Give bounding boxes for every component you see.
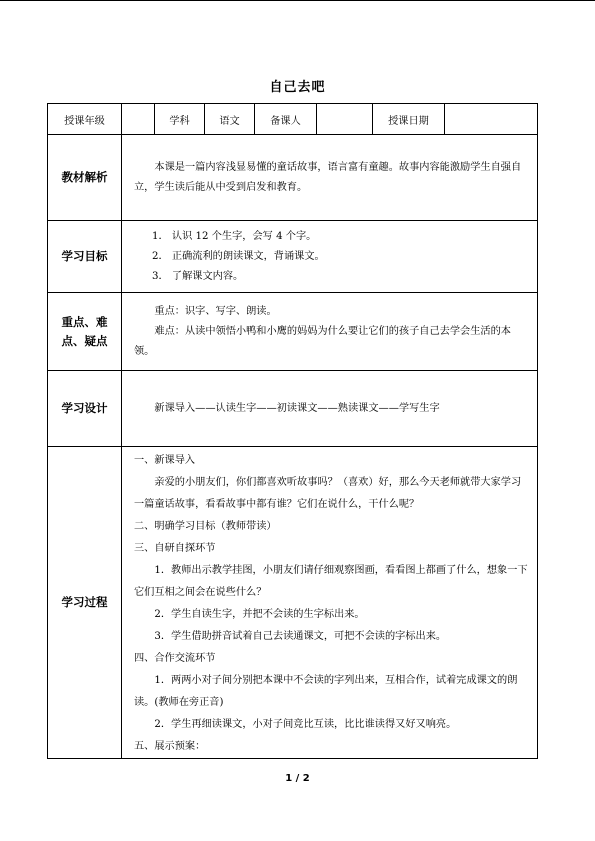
analysis-label: 教材解析 bbox=[48, 135, 122, 221]
date-value bbox=[445, 104, 538, 135]
key-points-label-line2: 点、疑点 bbox=[61, 333, 108, 348]
difficulty-text: 难点：从读中领悟小鸭和小鹰的妈妈为什么要让它们的孩子自己去学会生活的本领。 bbox=[134, 325, 511, 357]
process-line: 三、自研自探环节 bbox=[134, 543, 216, 554]
process-line: 1．教师出示教学挂图，小朋友们请仔细观察图画，看看图上都画了什么，想象一下它们互相之间会在说些什么？ bbox=[134, 565, 528, 598]
preparer-value bbox=[317, 104, 373, 135]
goal-item-1: 1． 认识 12 个生字，会写 4 个字。 bbox=[152, 230, 317, 242]
goals-label: 学习目标 bbox=[48, 221, 122, 293]
process-line: 2．学生自读生字，并把不会读的生字标出来。 bbox=[154, 609, 365, 620]
analysis-text: 本课是一篇内容浅显易懂的童话故事，语言富有童趣。故事内容能激励学生自强自立，学生读后能从中受到启发和教育。 bbox=[134, 161, 522, 193]
process-label: 学习过程 bbox=[48, 447, 122, 759]
date-label: 授课日期 bbox=[373, 104, 445, 135]
process-row bbox=[48, 447, 538, 759]
design-text: 新课导入——认读生字——初读课文——熟读课文——学写生字 bbox=[154, 402, 440, 414]
page-number: 1 / 2 bbox=[285, 773, 310, 784]
preparer-label: 备课人 bbox=[255, 104, 317, 135]
process-line: 四、合作交流环节 bbox=[134, 653, 216, 664]
design-row bbox=[48, 371, 538, 447]
lesson-plan-table bbox=[47, 103, 538, 759]
key-points-label bbox=[48, 293, 122, 371]
goal-item-2: 2． 正确流利的朗读课文，背诵课文。 bbox=[152, 250, 325, 262]
key-points-label-line1: 重点、难 bbox=[61, 314, 108, 329]
header-rule bbox=[0, 0, 595, 1]
header-row bbox=[48, 104, 538, 135]
process-line: 3．学生借助拼音试着自己去读通课文，可把不会读的字标出来。 bbox=[154, 631, 447, 642]
design-label: 学习设计 bbox=[48, 371, 122, 447]
grade-value bbox=[122, 104, 155, 135]
subject-label: 学科 bbox=[155, 104, 205, 135]
process-line: 一、新课导入 bbox=[134, 455, 196, 466]
goals-row bbox=[48, 221, 538, 293]
key-points-row bbox=[48, 293, 538, 371]
page-title: 自己去吧 bbox=[269, 80, 326, 95]
goal-item-3: 3． 了解课文内容。 bbox=[152, 270, 244, 282]
process-line: 亲爱的小朋友们，你们都喜欢听故事吗？（喜欢）好，那么今天老师就带大家学习一篇童话故事，看看故事中都有谁？它们在说什么，干什么呢？ bbox=[134, 477, 522, 510]
process-line: 2．学生再细读课文，小对子间竞比互读，比比谁读得又好又响亮。 bbox=[154, 719, 457, 730]
analysis-row bbox=[48, 135, 538, 221]
key-point-text: 重点：识字、写字、朗读。 bbox=[154, 305, 277, 317]
subject-value: 语文 bbox=[205, 104, 255, 135]
process-line: 五、展示预案： bbox=[134, 741, 206, 752]
process-line: 二、明确学习目标（教师带读） bbox=[134, 521, 277, 532]
process-line: 1．两两小对子间分别把本课中不会读的字列出来，互相合作，试着完成课文的朗读。(教师在旁正音) bbox=[134, 675, 518, 708]
grade-label: 授课年级 bbox=[48, 104, 122, 135]
